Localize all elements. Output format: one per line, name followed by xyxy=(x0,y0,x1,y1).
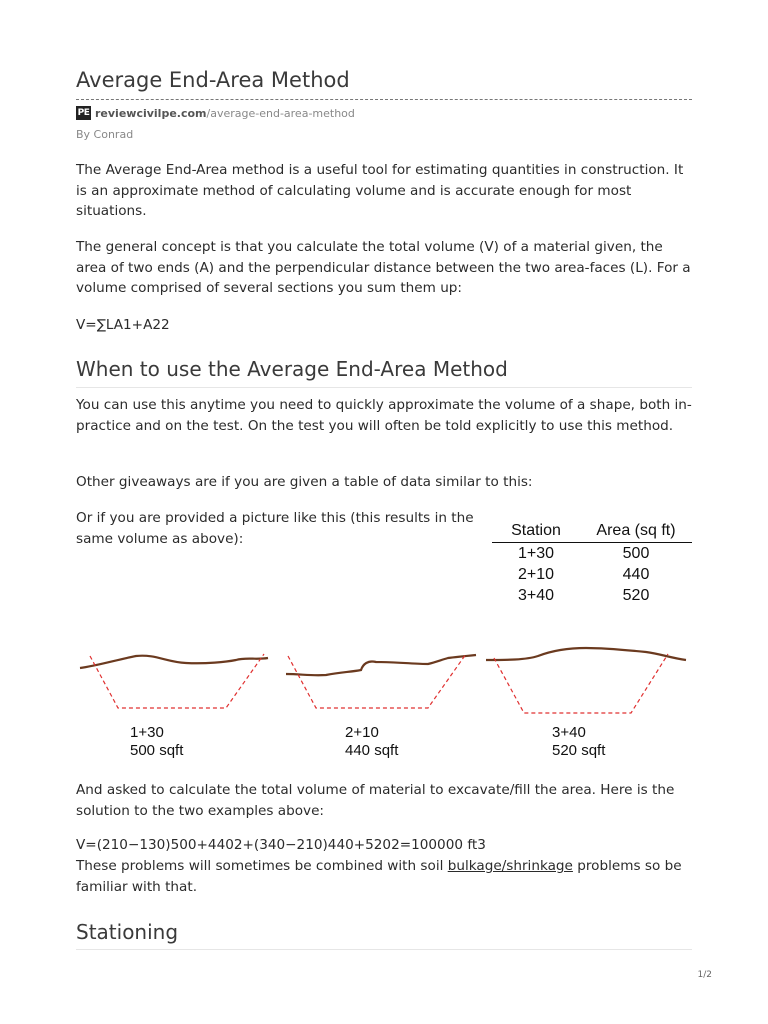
pe-logo-icon: PE xyxy=(77,108,90,118)
source-url[interactable] xyxy=(95,107,355,120)
volume-formula: V=∑LA1+A22 xyxy=(76,317,170,333)
intro-paragraph: The Average End-Area method is a useful tool for estimating quantities in construction. It is an approximate method of calculating volume and is accurate enough for most situations. xyxy=(76,162,684,219)
table-cell-station: 2+10 xyxy=(517,566,555,583)
source-domain: reviewcivilpe.com xyxy=(95,106,207,120)
giveaways-paragraph: Other giveaways are if you are given a table of data similar to this: xyxy=(76,474,533,490)
cross-sections-drawing xyxy=(76,640,692,720)
table-cell-station: 3+40 xyxy=(517,587,555,604)
section-station: 3+40 xyxy=(552,724,586,741)
station-area-table xyxy=(492,522,692,606)
picture-paragraph: Or if you are provided a picture like this (this results in the same volume as above): xyxy=(76,510,474,547)
usage-paragraph: You can use this anytime you need to quickly approximate the volume of a shape, both in-practice and on the test. On the test you will often be told explicitly to use this method. xyxy=(76,397,692,434)
source-line xyxy=(76,106,355,120)
bulkage-text-after: problems so be familiar with that. xyxy=(76,858,682,895)
page-number: 1/2 xyxy=(697,970,712,980)
excavation-outline-3 xyxy=(494,654,668,713)
solution-formula: V=(210−130)500+4402+(340−210)440+5202=100000 ft3 xyxy=(76,837,486,853)
bulkage-shrinkage-link[interactable]: bulkage/shrinkage xyxy=(447,858,573,874)
table-cell-station: 1+30 xyxy=(517,545,555,562)
table-cell-area: 520 xyxy=(622,587,650,604)
cross-sections-figure xyxy=(76,640,692,770)
author-byline: By Conrad xyxy=(76,128,134,141)
concept-paragraph: The general concept is that you calculate the total volume (V) of a material given, the area of two ends (A) and the perpendicular distance between the two area-faces (L). For a volume comprised of several sections you sum them up: xyxy=(76,239,691,296)
section-label-2 xyxy=(345,724,398,760)
section-station: 1+30 xyxy=(130,724,164,741)
page-title: Average End-Area Method xyxy=(76,68,350,92)
heading-stationing: Stationing xyxy=(76,920,179,944)
section-station: 2+10 xyxy=(345,724,379,741)
heading-divider xyxy=(76,949,692,950)
table-header-row xyxy=(492,522,692,543)
ground-line-2 xyxy=(286,655,476,675)
ground-line-3 xyxy=(486,648,686,660)
bulkage-text-before: These problems will sometimes be combined with soil xyxy=(76,858,448,874)
table-cell-area: 440 xyxy=(622,566,650,583)
section-area: 440 sqft xyxy=(345,742,399,759)
table-header-area: Area (sq ft) xyxy=(596,522,676,539)
table-row xyxy=(492,585,692,606)
table-row xyxy=(492,564,692,585)
source-path: /average-end-area-method xyxy=(206,106,355,120)
section-label-3 xyxy=(552,724,605,760)
ground-line-1 xyxy=(80,656,268,668)
table-cell-area: 500 xyxy=(622,545,650,562)
heading-when-to-use: When to use the Average End-Area Method xyxy=(76,357,508,381)
table-row xyxy=(492,543,692,564)
section-area: 520 sqft xyxy=(552,742,606,759)
bulkage-paragraph xyxy=(76,856,696,897)
section-area: 500 sqft xyxy=(130,742,184,759)
heading-divider xyxy=(76,387,692,388)
section-label-1 xyxy=(130,724,183,760)
title-divider xyxy=(76,99,692,100)
table-header-station: Station xyxy=(511,522,561,539)
calculation-paragraph: And asked to calculate the total volume of material to excavate/fill the area. Here is the solution to the two examples above: xyxy=(76,782,675,819)
